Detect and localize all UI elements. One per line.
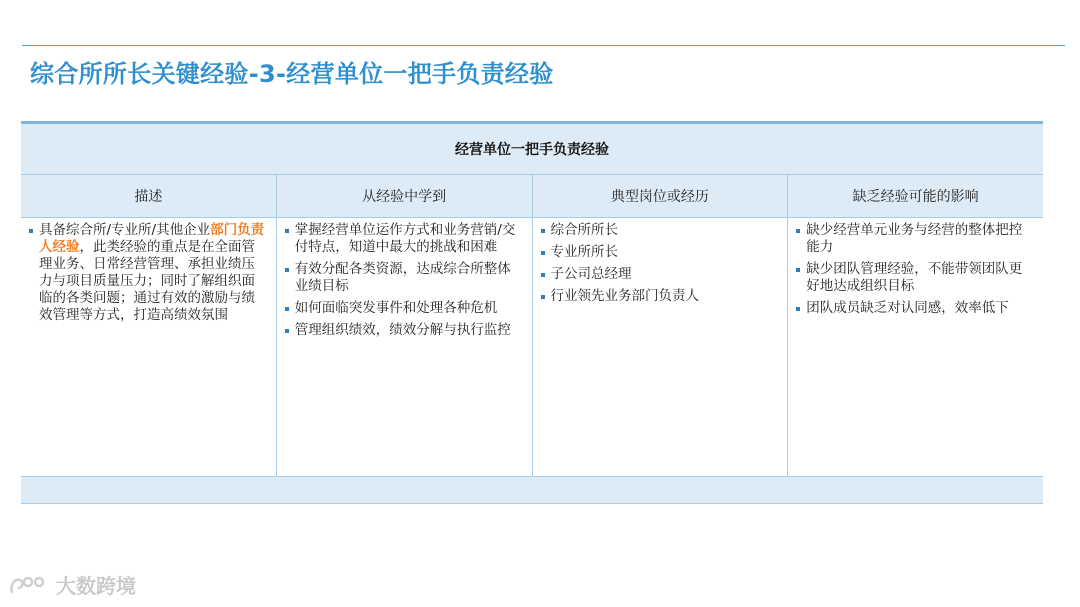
- watermark-logo-icon: [8, 574, 52, 596]
- position-item: 行业领先业务部门负责人: [541, 288, 778, 305]
- positions-cell: [532, 218, 788, 476]
- column-header-positions: 典型岗位或经历: [532, 175, 788, 217]
- description-cell: [21, 218, 276, 476]
- description-text-before: 具备综合所/专业所/其他企业: [39, 222, 211, 238]
- table-body: [21, 218, 1043, 477]
- impact-item: 缺少经营单元业务与经营的整体把控能力: [796, 222, 1033, 256]
- description-highlight: 部门负责人经验: [39, 222, 265, 255]
- impact-item: 团队成员缺乏对认同感，效率低下: [796, 300, 1033, 317]
- column-header-description: 描述: [134, 189, 163, 205]
- learned-item: 有效分配各类资源，达成综合所整体业绩目标: [285, 261, 522, 295]
- position-item: 专业所所长: [541, 244, 778, 261]
- position-item: 子公司总经理: [541, 266, 778, 283]
- description-item: [29, 222, 266, 324]
- learned-item: 管理组织绩效，绩效分解与执行监控: [285, 322, 522, 339]
- position-item: 综合所所长: [541, 222, 778, 239]
- column-header-learned: 从经验中学到: [276, 175, 532, 217]
- learned-cell: [276, 218, 532, 476]
- table-footer: [21, 477, 1043, 504]
- description-text-after: ，此类经验的重点是在全面管理业务、日常经营管理、承担业绩压力与项目质量压力；同时了解组织面临的各类问题；通过有效的激励与绩效管理等方式，打造高绩效氛围: [39, 239, 255, 323]
- column-headers: [21, 175, 1043, 218]
- experience-table: [21, 121, 1043, 504]
- watermark: [8, 570, 136, 599]
- learned-item: 如何面临突发事件和处理各种危机: [285, 300, 522, 317]
- column-header-impacts: 缺乏经验可能的影响: [787, 175, 1043, 217]
- table-header: 经营单位一把手负责经验: [21, 124, 1043, 175]
- watermark-text: 大数跨境: [56, 574, 136, 598]
- top-divider: [22, 45, 1065, 46]
- page-title: 综合所所长关键经验-3-经营单位一把手负责经验: [30, 60, 554, 88]
- learned-item: 掌握经营单位运作方式和业务营销/交付特点，知道中最大的挑战和困难: [285, 222, 522, 256]
- impact-item: 缺少团队管理经验，不能带领团队更好地达成组织目标: [796, 261, 1033, 295]
- impacts-cell: [787, 218, 1043, 476]
